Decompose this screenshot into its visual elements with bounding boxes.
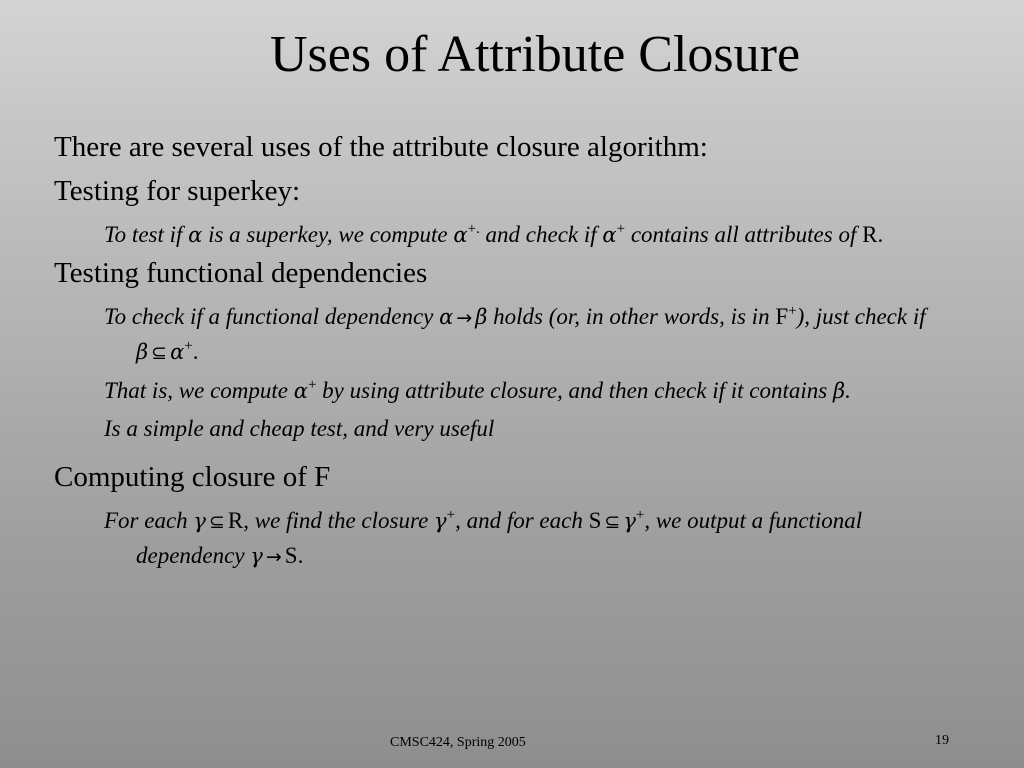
gamma-symbol: γ [250,544,263,568]
gamma-symbol: γ [623,509,636,533]
plus-superscript: + [616,221,626,237]
text-run: , we output a functional dependency [136,508,863,568]
arrow-symbol: → [265,546,282,568]
fd-heading: Testing functional dependencies [54,257,428,289]
period: . [297,543,304,568]
plus-superscript: + [635,507,645,523]
alpha-symbol: α [602,223,617,247]
gamma-symbol: γ [193,509,206,533]
subseteq-symbol: ⊆ [208,511,225,533]
alpha-symbol: α [188,223,203,247]
plus-superscript: + [446,507,456,523]
closure-bullet [104,504,964,574]
slide-title: Uses of Attribute Closure [270,26,801,83]
period: . [192,339,199,364]
text-run: , we find the closure [243,508,435,533]
superkey-bullet [104,218,964,252]
subseteq-symbol: ⊆ [604,511,621,533]
text-run: For each [104,508,194,533]
subseteq-symbol: ⊆ [151,342,168,364]
text-run: by using attribute closure, and then check if it contains [316,378,833,403]
plus-superscript: + [307,377,317,393]
relation-r: R [227,508,244,533]
fd-bullet-3: Is a simple and cheap test, and very useful [104,416,495,441]
text-run: holds (or, in other words, is in [487,304,776,329]
plus-superscript: +. [467,221,480,237]
arrow-symbol: → [456,307,473,329]
alpha-symbol: α [170,340,185,364]
text-run: To test if [104,222,189,247]
closure-heading: Computing closure of F [54,461,331,493]
text-run: That is, we compute [104,378,294,403]
plus-superscript: + [184,338,193,354]
alpha-symbol: α [453,223,468,247]
fd-bullet-1 [104,300,964,370]
relation-r: R [862,222,878,247]
text-run: To check if a functional dependency [104,304,440,329]
beta-symbol: β [832,379,846,403]
set-s: S [284,543,298,568]
plus-superscript: + [788,303,797,319]
period: . [877,222,884,247]
footer-course: CMSC424, Spring 2005 [390,735,526,750]
slide-content [54,130,964,578]
text-run: is a superkey, we compute [202,222,454,247]
beta-symbol: β [475,305,488,329]
superkey-heading: Testing for superkey: [54,175,301,207]
set-s: S [588,508,602,533]
fd-bullet-2 [104,374,964,408]
alpha-symbol: α [439,305,454,329]
text-run: and check if [479,222,603,247]
intro-bullet: There are several uses of the attribute closure algorithm: [54,131,708,163]
gamma-symbol: γ [434,509,447,533]
set-f: F [775,304,789,329]
period: . [845,378,851,403]
text-run: ), just check if [796,304,926,329]
text-run: , and for each [455,508,589,533]
alpha-symbol: α [293,379,308,403]
beta-symbol: β [136,340,149,364]
text-run: contains all attributes of [625,222,863,247]
page-number: 19 [935,733,949,748]
